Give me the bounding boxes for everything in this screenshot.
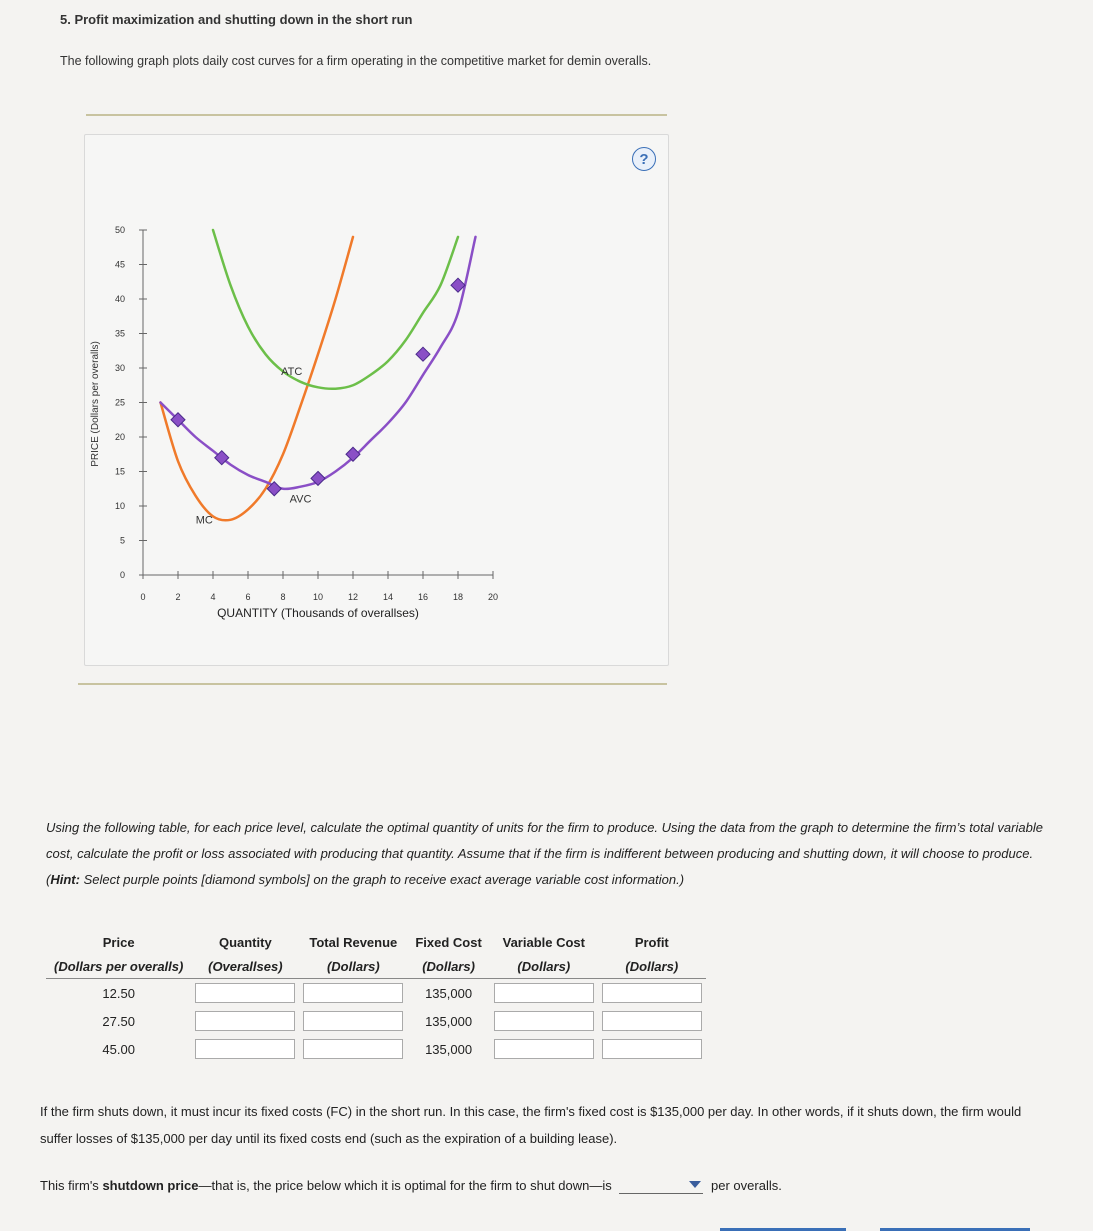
profit-input[interactable] <box>602 983 702 1003</box>
price-cell: 27.50 <box>102 1013 135 1029</box>
quantity-input[interactable] <box>195 1011 295 1031</box>
chart-labels <box>196 366 312 526</box>
y-tick-label: 40 <box>114 294 125 304</box>
fixed-cost-cell: 135,000 <box>425 1041 473 1057</box>
x-tick-label: 2 <box>175 592 181 602</box>
x-tick-label: 20 <box>487 592 499 602</box>
bottom-divider <box>78 683 667 685</box>
quantity-input[interactable] <box>195 983 295 1003</box>
x-tick-label: 18 <box>452 592 464 602</box>
header-profit-unit: (Dollars) <box>598 954 706 979</box>
price-cell: 45.00 <box>102 1041 135 1057</box>
y-tick-label: 30 <box>114 363 125 373</box>
instructions-hint-label: Hint: <box>50 872 80 887</box>
table-row <box>46 1035 706 1063</box>
profit-table <box>46 930 706 1063</box>
total-revenue-input[interactable] <box>303 983 403 1003</box>
instructions-text <box>46 815 1056 893</box>
header-profit: Profit <box>634 934 669 950</box>
y-axis-title: PRICE (Dollars per overalls) <box>90 341 101 467</box>
shutdown-suffix: per overalls. <box>711 1178 782 1193</box>
y-tick-label: 10 <box>114 501 125 511</box>
variable-cost-input[interactable] <box>494 1011 594 1031</box>
y-tick-label: 45 <box>114 259 125 270</box>
profit-input[interactable] <box>602 1011 702 1031</box>
x-tick-label: 4 <box>210 592 216 602</box>
header-price: Price <box>102 934 135 950</box>
y-tick-label: 5 <box>119 535 125 546</box>
curve-avc <box>161 237 476 489</box>
x-tick-label: 6 <box>245 592 251 602</box>
header-fixed-cost-unit: (Dollars) <box>407 954 489 979</box>
y-tick-label: 15 <box>114 466 125 477</box>
header-total-revenue: Total Revenue <box>309 934 398 950</box>
total-revenue-input[interactable] <box>303 1039 403 1059</box>
curve-label-mc: MC <box>195 514 213 527</box>
shutdown-middle: —that is, the price below which it is optimal for the firm to shut down—is <box>198 1178 612 1193</box>
total-revenue-input[interactable] <box>303 1011 403 1031</box>
shutdown-price-dropdown[interactable] <box>619 1179 703 1194</box>
header-fixed-cost: Fixed Cost <box>415 934 482 950</box>
curve-atc <box>213 230 458 389</box>
shutdown-prefix: This firm's <box>40 1178 103 1193</box>
x-tick-label: 14 <box>382 592 394 602</box>
page-title: 5. Profit maximization and shutting down in the short run <box>60 12 413 27</box>
x-tick-label: 8 <box>280 592 286 602</box>
y-tick-label: 35 <box>114 328 125 339</box>
y-tick-label: 0 <box>119 570 125 580</box>
profit-input[interactable] <box>602 1039 702 1059</box>
y-tick-label: 50 <box>114 225 125 235</box>
x-axis-title: QUANTITY (Thousands of overallses) <box>217 606 419 620</box>
header-variable-cost-unit: (Dollars) <box>490 954 598 979</box>
variable-cost-input[interactable] <box>494 983 594 1003</box>
price-cell: 12.50 <box>102 985 135 1001</box>
header-total-revenue-unit: (Dollars) <box>299 954 407 979</box>
x-tick-label: 16 <box>417 592 429 602</box>
shutdown-price-question <box>40 1178 782 1194</box>
y-tick-label: 20 <box>114 432 125 442</box>
x-tick-label: 10 <box>312 592 324 602</box>
table-row <box>46 1007 706 1035</box>
variable-cost-input[interactable] <box>494 1039 594 1059</box>
shutdown-explanation: If the firm shuts down, it must incur its fixed costs (FC) in the short run. In this case, the firm's fixed cost is $135,000 per day. In other words, if it shuts down, the firm would suffer losses of $135,000 per day until its fixed costs end (such as the expiration of a building lease). <box>40 1104 1022 1146</box>
chevron-down-icon <box>689 1181 701 1188</box>
shutdown-price-term: shutdown price <box>102 1178 199 1193</box>
table-row <box>46 979 706 1008</box>
help-icon[interactable]: ? <box>632 147 656 171</box>
y-tick-label: 25 <box>114 397 125 408</box>
fixed-cost-cell: 135,000 <box>425 1013 473 1029</box>
curve-label-atc: ATC <box>281 365 303 378</box>
header-quantity: Quantity <box>218 934 272 950</box>
header-variable-cost: Variable Cost <box>502 934 585 950</box>
x-tick-label: 12 <box>347 592 359 602</box>
intro-text: The following graph plots daily cost curves for a firm operating in the competitive market for demin overalls. <box>60 54 652 68</box>
instructions-after-hint: Select purple points [diamond symbols] on the graph to receive exact average variable cost information.) <box>79 872 685 887</box>
x-tick-label: 0 <box>140 592 146 602</box>
quantity-input[interactable] <box>195 1039 295 1059</box>
curve-label-avc: AVC <box>289 493 312 506</box>
avc-point <box>346 447 360 461</box>
avc-point <box>416 347 430 361</box>
header-price-unit: (Dollars per overalls) <box>46 954 191 979</box>
header-quantity-unit: (Overallses) <box>191 954 299 979</box>
instructions-before-hint: Using the following table, for each price level, calculate the optimal quantity of units for the firm to produce. Using the data from the graph to determine the firm’s total variable cost, calculate the profit or loss associated with producing that quantity. Assume that if the firm is indifferent between producing and shutting down, it will choose to produce. ( <box>46 820 1043 887</box>
fixed-cost-cell: 135,000 <box>425 985 473 1001</box>
